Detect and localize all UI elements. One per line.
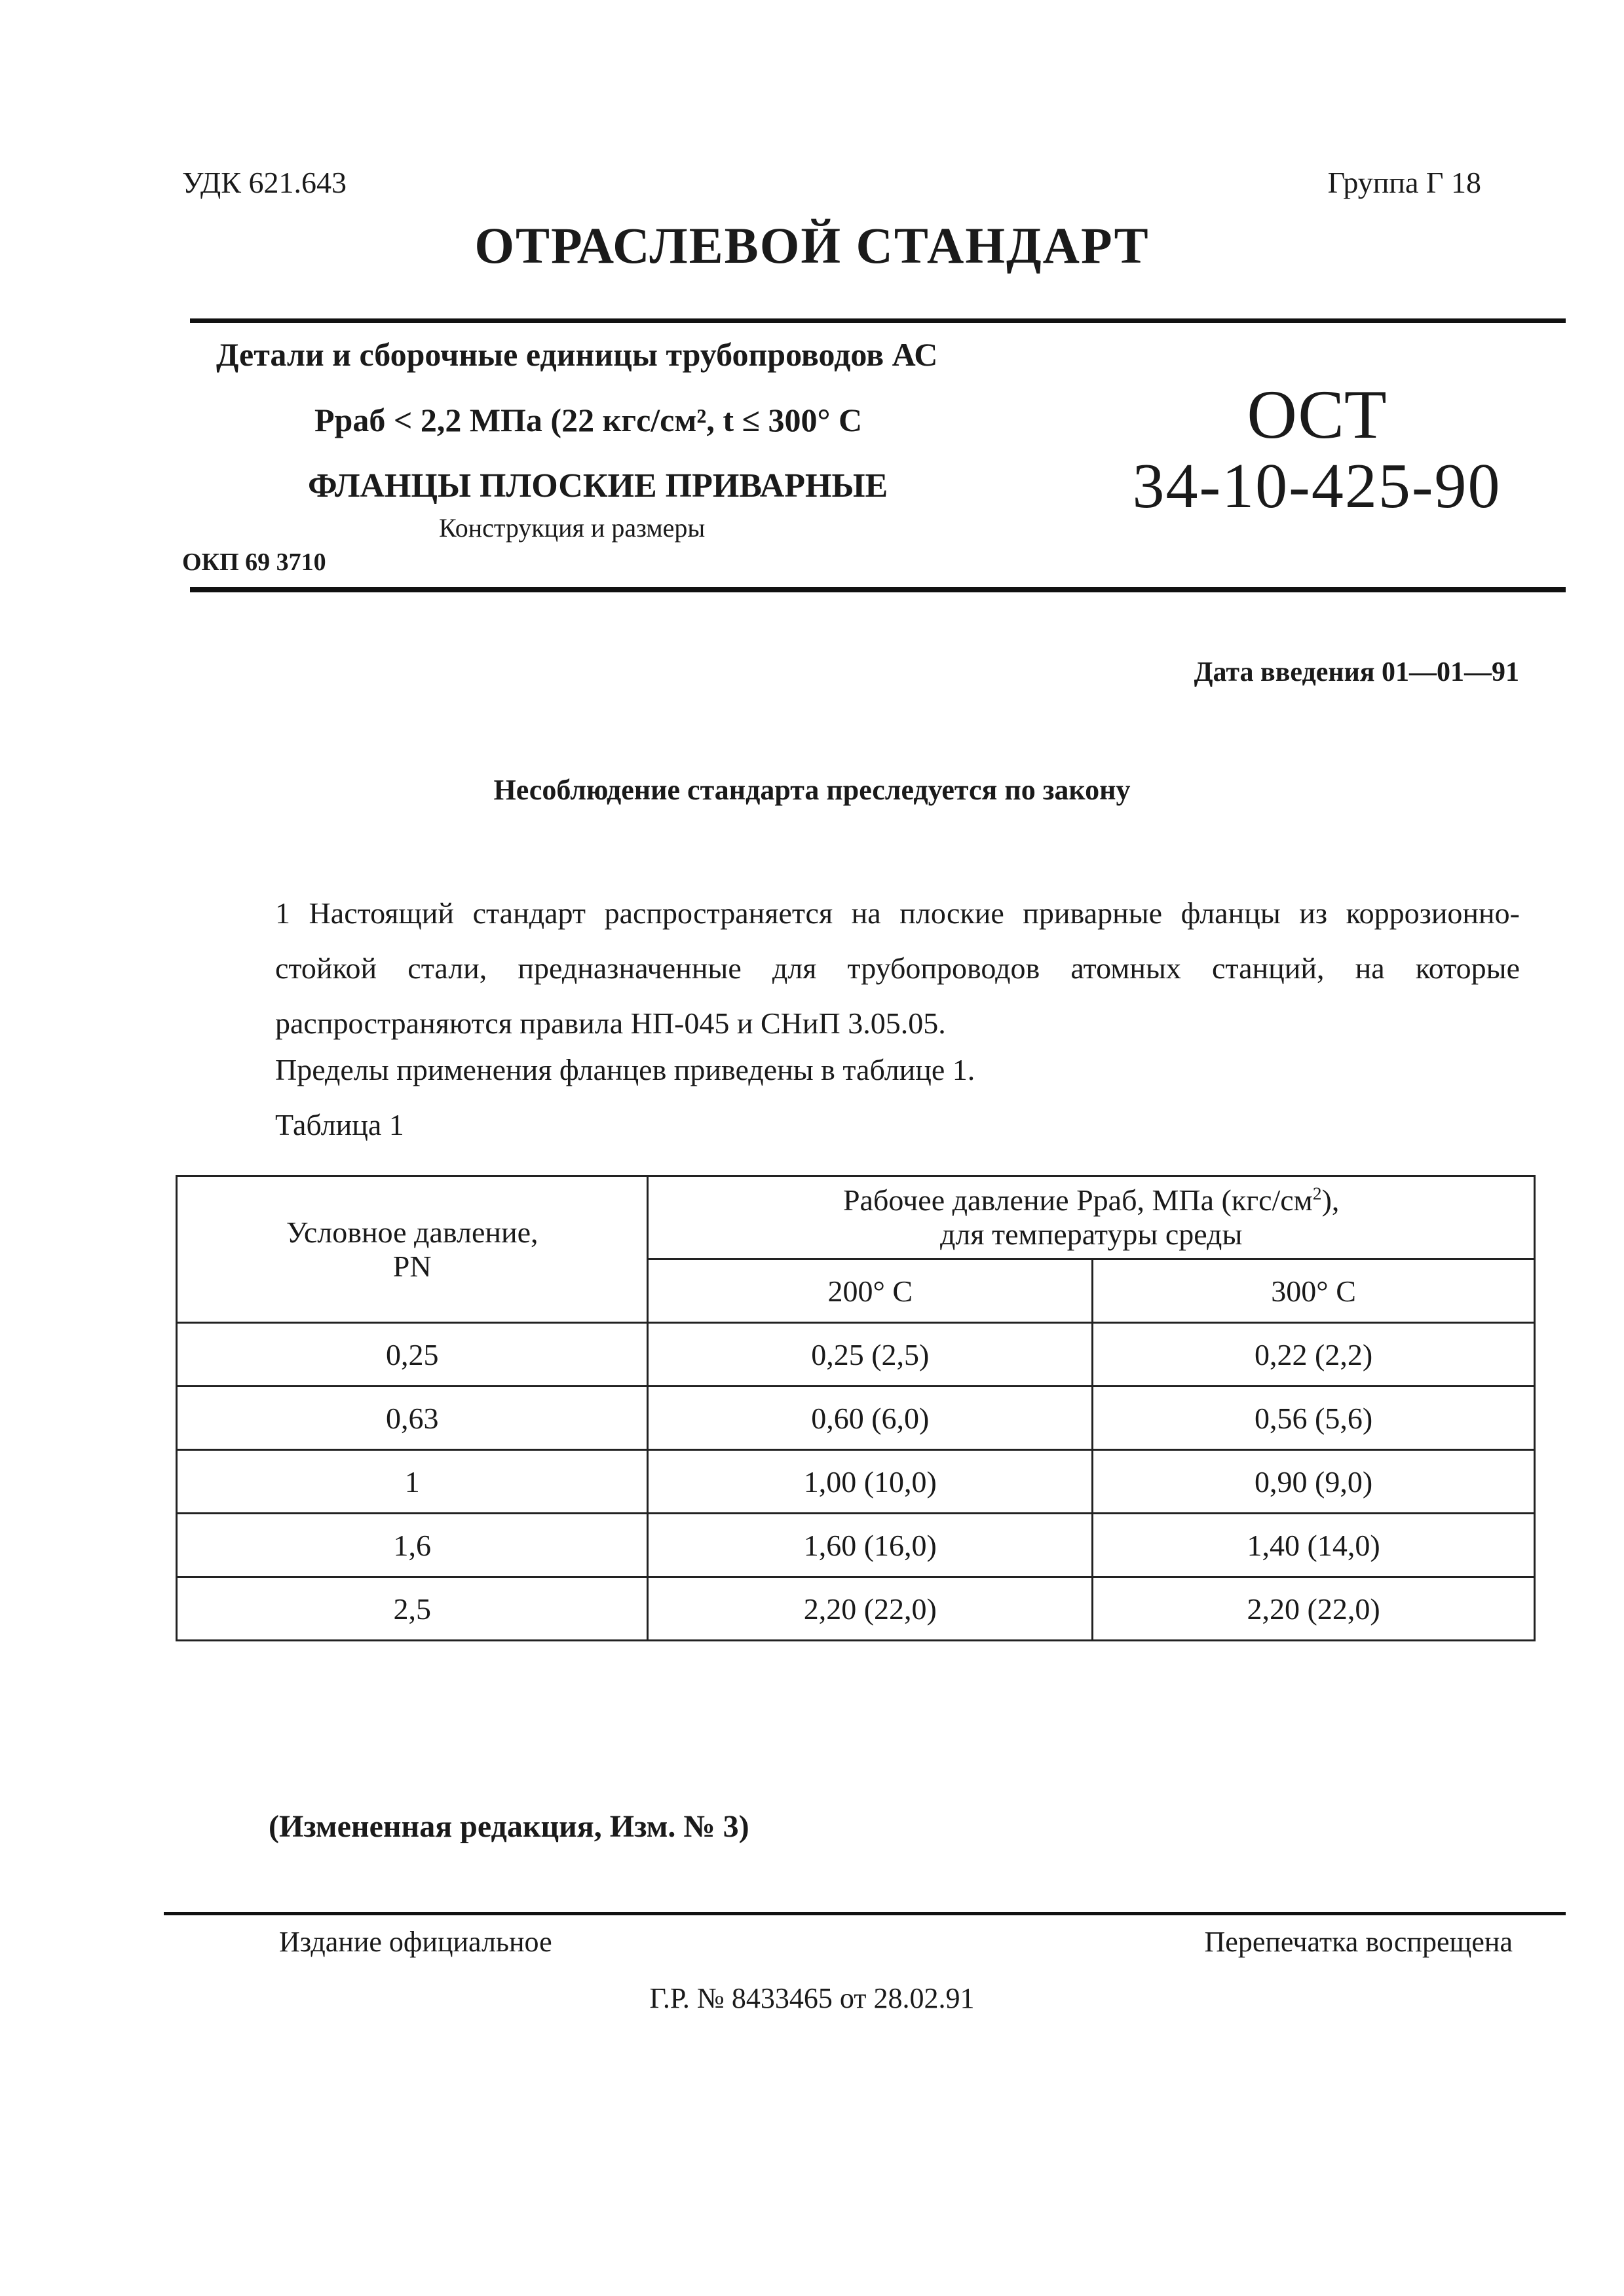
introduction-date: Дата введения 01—01—91	[1194, 657, 1519, 687]
footer-rule	[164, 1912, 1566, 1915]
paragraph-1-text: 1 Настоящий стандарт распространяется на плоские приварные фланцы из коррозионно-стойкой стали, предназначенные для трубопроводов атомных станций, на которые распространяются правила НП-045 и СНиП 3.05.05.	[275, 896, 1520, 1040]
table-row	[177, 1323, 1535, 1387]
registration-number: Г.Р. № 8433465 от 28.02.91	[649, 1982, 975, 2014]
udk-code: УДК 621.643	[182, 166, 347, 199]
cell-300: 1,40 (14,0)	[1093, 1514, 1535, 1577]
reprint-notice: Перепечатка воспрещена	[1204, 1926, 1513, 1958]
header-temp-200: 200° С	[648, 1259, 1093, 1323]
header-wp-sup: 2	[1312, 1183, 1322, 1204]
revision-note: (Измененная редакция, Изм. № 3)	[269, 1809, 749, 1844]
cell-300: 0,22 (2,2)	[1093, 1323, 1535, 1387]
document-title: ФЛАНЦЫ ПЛОСКИЕ ПРИВАРНЫЕ	[308, 467, 888, 505]
okp-code: ОКП 69 3710	[182, 548, 326, 576]
cell-200: 0,60 (6,0)	[648, 1387, 1093, 1450]
cell-300: 0,56 (5,6)	[1093, 1387, 1535, 1450]
document-subtitle: Конструкция и размеры	[439, 513, 706, 543]
cell-300: 2,20 (22,0)	[1093, 1577, 1535, 1641]
table-row	[177, 1577, 1535, 1641]
edition-label: Издание официальное	[279, 1926, 552, 1958]
header-wp-a: Рабочее давление Рраб, МПа (кгс/см	[842, 1183, 1313, 1217]
cell-pn: 0,25	[177, 1323, 648, 1387]
header-wp-b: ),	[1321, 1183, 1340, 1217]
header-working-pressure	[648, 1176, 1535, 1259]
table-row	[177, 1514, 1535, 1577]
table-label: Таблица 1	[275, 1108, 404, 1141]
header-pn	[177, 1176, 648, 1323]
cell-200: 1,00 (10,0)	[648, 1450, 1093, 1514]
cell-pn: 0,63	[177, 1387, 648, 1450]
cell-200: 1,60 (16,0)	[648, 1514, 1093, 1577]
subject-line-2: Рраб < 2,2 МПа (22 кгс/см², t ≤ 300° С	[314, 402, 863, 438]
designation-prefix: ОСТ	[1247, 376, 1387, 453]
cell-200: 2,20 (22,0)	[648, 1577, 1093, 1641]
cell-pn: 1	[177, 1450, 648, 1514]
header-pn-text: Условное давление, PN	[286, 1215, 538, 1283]
limits-text: Пределы применения фланцев приведены в таблице 1.	[275, 1053, 975, 1086]
header-wp-c: для температуры среды	[940, 1217, 1243, 1251]
table-row	[177, 1387, 1535, 1450]
group-code: Группа Г 18	[1327, 166, 1481, 199]
subject-line-1: Детали и сборочные единицы трубопроводов АС	[216, 336, 938, 373]
header-rule-bottom	[190, 587, 1566, 592]
table-1	[176, 1175, 1536, 1641]
cell-300: 0,90 (9,0)	[1093, 1450, 1535, 1514]
law-notice: Несоблюдение стандарта преследуется по закону	[493, 774, 1131, 806]
paragraph-1	[177, 886, 1520, 1051]
header-temp-300: 300° С	[1093, 1259, 1535, 1323]
cell-200: 0,25 (2,5)	[648, 1323, 1093, 1387]
standard-type-title: ОТРАСЛЕВОЙ СТАНДАРТ	[474, 217, 1150, 274]
cell-pn: 1,6	[177, 1514, 648, 1577]
designation-number: 34-10-425-90	[1132, 451, 1501, 522]
header-rule-top	[190, 318, 1566, 323]
cell-pn: 2,5	[177, 1577, 648, 1641]
table-row	[177, 1450, 1535, 1514]
